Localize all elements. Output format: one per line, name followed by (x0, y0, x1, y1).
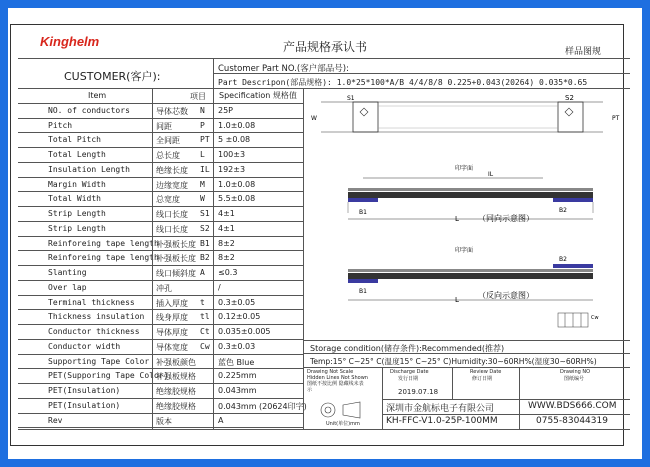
spec-row-value: 0.043mm (218, 386, 257, 395)
spec-row-cn: 总长度 (156, 151, 180, 160)
spec-row-cn: 线口长度 (156, 224, 188, 234)
spec-row-en: Insulation Length (48, 164, 130, 174)
document-number: KH-FFC-V1.0-25P-100MM (386, 416, 498, 426)
discharge-cn: 发行日期 (398, 376, 419, 382)
spec-row-en: Conductor width (48, 341, 121, 351)
spec-row-symbol: P (200, 120, 205, 130)
spec-row-value: 0.3±0.05 (218, 297, 256, 307)
spec-row-cn: 补强板长度 (156, 254, 196, 264)
spec-row-en: PET(Supporing Tape Color) (48, 371, 169, 381)
spec-row-cn: 绝缘胶规格 (156, 401, 196, 411)
top-view-drawing (311, 94, 620, 132)
spec-row-symbol: W (200, 194, 205, 204)
spec-row-en: Thickness insulation (48, 312, 145, 322)
projection-symbol (318, 400, 368, 420)
spec-row-cn: 绝缘胶规格 (156, 387, 196, 396)
review-cn: 修订日期 (472, 376, 493, 382)
spec-row-en: Reinforeing tape length (48, 238, 159, 248)
company-name: 深圳市金航标电子有限公司 (386, 404, 495, 414)
spec-row-value: 5 ±0.08 (218, 135, 251, 145)
s2-label: S2 (565, 94, 574, 102)
reverse-direction-caption: （反向示意图） (478, 291, 534, 300)
spec-row-symbol: Cw (200, 341, 210, 351)
spec-row-en: Total Width (48, 194, 101, 204)
drawing-no-label: Drawing NO (560, 369, 591, 375)
spec-row-en: Total Length (48, 150, 106, 159)
phone: 0755-83044319 (536, 416, 608, 426)
spec-row-en: Total Pitch (48, 135, 101, 145)
cross-section-detail (558, 313, 599, 327)
spec-row-value: 8±2 (218, 238, 235, 248)
spec-row-en: Rev (48, 415, 63, 425)
s1-label: S1 (347, 95, 355, 102)
b1-label-2: B1 (359, 288, 367, 295)
b2-label-2: B2 (559, 256, 567, 263)
spec-row-value: 8±2 (218, 253, 235, 263)
spec-row-symbol: IL (200, 164, 210, 174)
spec-row-cn: 线口长度 (156, 210, 188, 219)
w-label: W (311, 115, 317, 122)
spec-row-symbol: S2 (200, 223, 210, 233)
spec-row-value: 0.225mm (218, 371, 257, 381)
reverse-direction-drawing (348, 246, 593, 304)
spec-row-value: 0.12±0.05 (218, 312, 261, 322)
spec-row-en: NO. of conductors (48, 105, 130, 115)
spec-row-en: Pitch (48, 120, 73, 130)
print-side-label-1: 印字面 (455, 165, 474, 172)
spec-row-en: PET(Insulation) (48, 400, 121, 410)
spec-row-en: Strip Length (48, 223, 106, 233)
spec-row-symbol: A (200, 268, 205, 277)
cable-drawing (303, 88, 630, 340)
spec-row-symbol: B1 (200, 238, 210, 248)
spec-row-value: ≤0.3 (218, 268, 238, 277)
spec-row-en: Margin Width (48, 179, 106, 189)
spec-row-cn: 补强板长度 (156, 239, 196, 249)
drawing-note: Drawing Not Scale Hidden Lines Not Shown 图纸不按比例 隐藏线未表 示 (307, 369, 368, 393)
spec-row-en: Terminal thickness (48, 297, 135, 307)
l-label-2: L (455, 296, 459, 304)
spec-row-cn: 绝缘长度 (156, 165, 188, 175)
l-label-1: L (455, 215, 459, 223)
storage-condition: Storage condition(储存条件):Recommended(推荐) (310, 344, 505, 353)
same-direction-drawing (348, 164, 593, 223)
table-head-item: Item (88, 91, 107, 100)
spec-row-cn: 导体厚度 (156, 328, 188, 337)
part-no-label: Customer Part NO.(客户部品号): (218, 64, 349, 74)
spec-row-cn: 总宽度 (156, 195, 180, 205)
spec-row-symbol: PT (200, 135, 210, 145)
pt-label: PT (612, 115, 620, 122)
website: WWW.BDS666.COM (528, 401, 617, 411)
il-label: IL (488, 171, 494, 178)
b2-label: B2 (559, 207, 567, 214)
spec-row-symbol: B2 (200, 253, 210, 263)
spec-row-cn: 冲孔 (156, 283, 172, 293)
b1-label: B1 (359, 209, 367, 216)
spec-row-cn: 补强板颜色 (156, 357, 196, 367)
spec-row-cn: 线口倾斜度 (156, 269, 196, 278)
spec-row-value: 1.0±0.08 (218, 120, 256, 130)
spec-row-symbol: S1 (200, 209, 210, 218)
cw-label: Cw (591, 315, 599, 321)
print-side-label-2: 印字面 (455, 247, 474, 254)
spec-row-symbol: N (200, 105, 205, 115)
part-description: Part Descripon(部品规格): 1.0*25*100*A/B 4/4/8/8 0.225+0.043(20264) 0.035*0.65 (218, 78, 588, 87)
spec-row-value: 1.0±0.08 (218, 179, 256, 189)
sample-label: 样品图规 (565, 47, 602, 57)
spec-row-value: 0.3±0.03 (218, 341, 256, 351)
spec-row-symbol: M (200, 179, 205, 189)
spec-row-en: Over lap (48, 282, 87, 292)
brand-logo: Kinghelm (40, 34, 100, 49)
table-head-spec: Specification 规格值 (219, 91, 297, 100)
spec-row-value: 蓝色 Blue (218, 357, 255, 367)
temperature-humidity: Temp:15° C~25° C(温度15° C~25° C)Humidity:30~60RH%(湿度30~60RH%) (310, 357, 597, 366)
spec-row-cn: 线身厚度 (156, 313, 188, 323)
customer-label: CUSTOMER(客户): (64, 70, 161, 83)
spec-row-cn: 导体宽度 (156, 342, 188, 352)
spec-row-cn: 补强板规格 (156, 372, 196, 382)
document-title: 产品规格承认书 (282, 40, 367, 54)
spec-row-cn: 导体芯数 (156, 106, 188, 116)
spec-row-cn: 间距 (156, 121, 172, 131)
spec-row-value: A (218, 415, 224, 425)
spec-row-value: 5.5±0.08 (218, 194, 256, 204)
spec-row-symbol: tl (200, 312, 210, 322)
spec-row-value: 0.035±0.005 (218, 327, 271, 336)
spec-row-value: 4±1 (218, 223, 235, 233)
spec-row-symbol: L (200, 150, 205, 159)
spec-row-en: Strip Length (48, 209, 106, 218)
spec-row-en: PET(Insulation) (48, 386, 121, 395)
spec-row-en: Reinforeing tape length (48, 253, 159, 263)
spec-row-value: / (218, 282, 221, 292)
review-label: Review Date (470, 369, 502, 375)
spec-row-en: Conductor thickness (48, 327, 140, 336)
drawing-no-cn: 图纸编号 (564, 376, 585, 382)
unit-label: Unit(单位)mm (326, 421, 360, 427)
spec-row-en: Supporting Tape Color (48, 356, 150, 366)
spec-row-value: 100±3 (218, 150, 246, 159)
spec-row-en: Slanting (48, 268, 87, 277)
spec-row-value: 192±3 (218, 164, 246, 174)
spec-row-symbol: t (200, 297, 205, 307)
spec-row-cn: 全间距 (156, 136, 180, 146)
spec-row-value: 0.043mm (20624印字) (218, 401, 307, 411)
discharge-label: Discharge Date (390, 369, 429, 375)
spec-row-cn: 版本 (156, 416, 172, 426)
spec-row-cn: 边缘宽度 (156, 180, 188, 190)
same-direction-caption: （同向示意图） (478, 214, 534, 223)
spec-row-value: 25P (218, 105, 234, 115)
spec-row-value: 4±1 (218, 209, 235, 218)
spec-row-cn: 插入厚度 (156, 298, 188, 308)
discharge-date: 2019.07.18 (398, 388, 439, 396)
spec-row-symbol: Ct (200, 327, 210, 336)
table-head-cn: 项目 (190, 92, 206, 101)
